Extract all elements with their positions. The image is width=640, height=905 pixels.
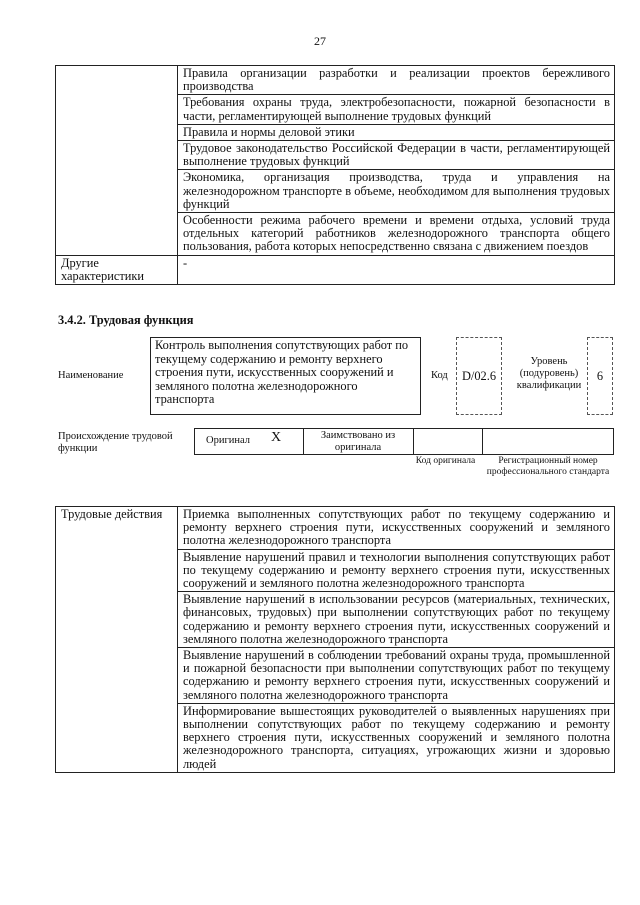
name-label: Наименование	[58, 370, 124, 381]
table-cell: Информирование вышестоящих руководителей о выявленных нарушениях при выполнении сопутствующих работ по текущему содержанию и ремонту верхнего строения пути, искусственных сооружений и земляного полотна железнодорожного транспорта, ситуациях, угрожающих жизни и здоровью людей	[178, 703, 615, 772]
code-value: D/02.6	[456, 337, 502, 415]
table-row	[56, 255, 615, 284]
table-row	[56, 507, 615, 550]
level-label: Уровень (подуровень) квалификации	[516, 356, 582, 391]
empty-left-cell	[56, 66, 178, 256]
table-cell: Правила и нормы деловой этики	[178, 124, 615, 140]
table-cell: Правила организации разработки и реализации проектов бережливого производства	[178, 66, 615, 95]
table-cell: Особенности режима рабочего времени и времени отдыха, условий труда отдельных категорий работников железнодорожного транспорта общего пользования, работа которых непосредственно связана с движением поездов	[178, 213, 615, 256]
origin-label: Происхождение трудовой функции	[58, 431, 173, 454]
actions-table	[55, 506, 615, 773]
table-cell: Выявление нарушений в соблюдении требований охраны труда, промышленной и пожарной безопасности при выполнении сопутствующих работ по текущему содержанию и ремонту верхнего строения пути, искусственных сооружений и земляного полотна железнодорожного транспорта	[178, 648, 615, 704]
function-name-value: Контроль выполнения сопутствующих работ по текущему содержанию и ремонту верхнего строения пути, искусственных сооружений и земляного полотна железнодорожного транспорта	[150, 337, 421, 415]
table-cell: Трудовое законодательство Российской Федерации в части, регламентирующей выполнение трудовых функций	[178, 141, 615, 170]
code-original-caption: Код оригинала	[415, 456, 476, 466]
other-characteristics-value: -	[178, 255, 615, 284]
table-cell: Выявление нарушений правил и технологии выполнения сопутствующих работ по текущему содержанию и ремонту верхнего строения пути, искусственных сооружений и земляного полотна железнодорожного транспорта	[178, 549, 615, 592]
page-number: 27	[314, 34, 326, 48]
level-value: 6	[587, 337, 613, 415]
table-cell: Выявление нарушений в использовании ресурсов (материальных, технических, финансовых, трудовых) при выполнении сопутствующих работ по текущему содержанию и ремонту верхнего строения пути, искусственных сооружений и земляного полотна железнодорожного транспорта	[178, 592, 615, 648]
other-characteristics-label: Другие характеристики	[56, 255, 178, 284]
code-label: Код	[431, 370, 448, 381]
table-cell: Приемка выполненных сопутствующих работ по текущему содержанию и ремонту верхнего строения пути, искусственных сооружений и земляного полотна железнодорожного транспорта	[178, 507, 615, 550]
original-mark: X	[271, 430, 282, 445]
table-cell: Требования охраны труда, электробезопасности, пожарной безопасности в части, регламентирующей выполнение трудовых функций	[178, 95, 615, 124]
borrowed-label: Заимствовано из оригинала	[320, 430, 396, 453]
section-heading: 3.4.2. Трудовая функция	[58, 313, 194, 327]
knowledge-table	[55, 65, 615, 285]
table-cell: Экономика, организация производства, труда и управления на железнодорожном транспорте в объеме, необходимом для выполнения трудовых функций	[178, 170, 615, 213]
table-row	[56, 66, 615, 95]
actions-label: Трудовые действия	[56, 507, 178, 773]
regnum-caption: Регистрационный номер профессионального стандарта	[486, 456, 610, 477]
original-label: Оригинал	[206, 435, 250, 446]
